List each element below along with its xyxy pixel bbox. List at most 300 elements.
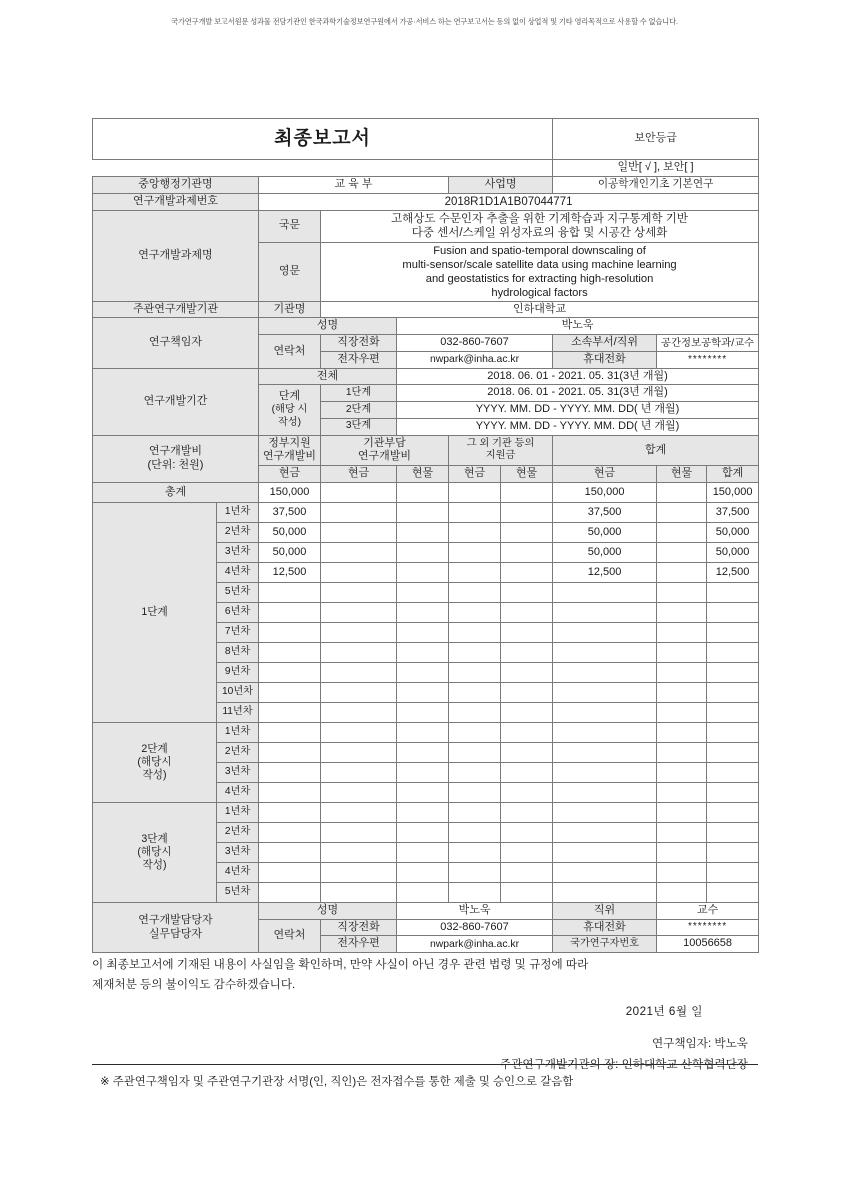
pi-office-phone-value: 032-860-7607 xyxy=(397,335,553,352)
budget-cell-tot-cash xyxy=(553,762,657,782)
budget-cell-other-inkind xyxy=(501,762,553,782)
budget-cell-tot-inkind xyxy=(657,742,707,762)
budget-cell-tot-inkind xyxy=(657,682,707,702)
budget-other-label-line2: 지원금 xyxy=(485,450,516,462)
budget-inst-inkind-label: 현물 xyxy=(397,466,449,483)
pi-name-label: 성명 xyxy=(259,318,397,335)
budget-cell-inst-inkind xyxy=(397,822,449,842)
budget-cell-tot-inkind xyxy=(657,642,707,662)
budget-cell-inst-cash xyxy=(321,542,397,562)
budget-cell-gov-cash xyxy=(259,702,321,722)
budget-cell-tot-sum xyxy=(707,602,759,622)
cell-inst-cash xyxy=(321,482,397,502)
budget-cell-inst-cash xyxy=(321,602,397,622)
budget-total-inkind-label: 현물 xyxy=(657,466,707,483)
budget-cell-other-cash xyxy=(449,562,501,582)
budget-cell-tot-inkind xyxy=(657,502,707,522)
budget-cell-inst-cash xyxy=(321,742,397,762)
declaration-line1: 이 최종보고서에 기재된 내용이 사실임을 확인하며, 만약 사실이 아닌 경우 관련 법령 및 규정에 따라 xyxy=(92,958,589,971)
budget-row xyxy=(93,502,759,522)
budget-cell-other-cash xyxy=(449,542,501,562)
budget-cell-other-inkind xyxy=(501,682,553,702)
budget-cell-other-inkind xyxy=(501,862,553,882)
budget-cell-gov-cash: 12,500 xyxy=(259,562,321,582)
budget-cell-inst-cash xyxy=(321,682,397,702)
budget-stage-label-line: (해당시 xyxy=(137,755,172,768)
signature-block xyxy=(92,1034,758,1076)
budget-cell-other-inkind xyxy=(501,662,553,682)
budget-cell-tot-inkind xyxy=(657,582,707,602)
security-grade-value: 일반[ √ ], 보안[ ] xyxy=(553,160,759,177)
budget-cell-tot-cash xyxy=(553,862,657,882)
budget-cell-inst-inkind xyxy=(397,582,449,602)
budget-gov-label-line2: 연구개발비 xyxy=(262,450,317,463)
korean-title xyxy=(321,210,759,242)
budget-cell-tot-inkind xyxy=(657,702,707,722)
budget-cell-tot-inkind xyxy=(657,622,707,642)
budget-year-label: 6년차 xyxy=(217,602,259,622)
budget-cell-gov-cash xyxy=(259,742,321,762)
budget-year-label: 4년차 xyxy=(217,862,259,882)
budget-cell-inst-cash xyxy=(321,842,397,862)
budget-cell-other-inkind xyxy=(501,562,553,582)
budget-cell-other-cash xyxy=(449,582,501,602)
manager-mobile-label: 휴대전화 xyxy=(553,919,657,936)
budget-cell-tot-inkind xyxy=(657,762,707,782)
budget-stage-label-line: 2단계 xyxy=(141,742,168,755)
budget-grand-total-label: 총계 xyxy=(93,482,259,502)
budget-gov-cash-label: 현금 xyxy=(259,466,321,483)
budget-cell-gov-cash xyxy=(259,882,321,902)
budget-cell-tot-inkind xyxy=(657,662,707,682)
budget-cell-tot-sum xyxy=(707,782,759,802)
budget-stage-label-line: (해당시 xyxy=(137,845,172,858)
budget-cell-gov-cash xyxy=(259,662,321,682)
budget-year-label: 1년차 xyxy=(217,722,259,742)
budget-stage-label-2 xyxy=(93,722,217,802)
program-label: 사업명 xyxy=(449,176,553,193)
budget-cell-tot-inkind xyxy=(657,842,707,862)
pi-label: 연구책임자 xyxy=(93,318,259,368)
budget-cell-tot-cash xyxy=(553,582,657,602)
english-title-line3: and geostatistics for extracting high-resolution xyxy=(425,272,654,285)
manager-position-label: 직위 xyxy=(553,902,657,919)
budget-label-line2: (단위: 천원) xyxy=(147,458,204,471)
budget-inst-label-line1: 기관부담 xyxy=(363,436,406,449)
budget-cell-tot-cash xyxy=(553,622,657,642)
english-title-line1: Fusion and spatio-temporal downscaling of xyxy=(433,244,646,257)
budget-cell-tot-cash xyxy=(553,742,657,762)
cell-other-inkind xyxy=(501,482,553,502)
budget-cell-inst-cash xyxy=(321,782,397,802)
agency-row xyxy=(93,176,759,193)
budget-stage-label-line: 작성) xyxy=(142,768,167,781)
signature-institution-head: 주관연구개발기관의 장: 인하대학교 산학협력단장 xyxy=(499,1057,748,1071)
budget-cell-other-inkind xyxy=(501,602,553,622)
project-number-label: 연구개발과제번호 xyxy=(93,193,259,210)
budget-stage-label-line: 1단계 xyxy=(141,605,168,618)
period-stage1-label: 1단계 xyxy=(321,385,397,402)
budget-stage-label-1 xyxy=(93,502,217,722)
budget-stage-label-line: 3단계 xyxy=(141,832,168,845)
korean-title-line1: 고해상도 수문인자 추출을 위한 기계학습과 지구통계학 기반 xyxy=(391,212,688,225)
budget-cell-other-cash xyxy=(449,642,501,662)
english-label: 영문 xyxy=(259,242,321,301)
manager-label-line2: 실무담당자 xyxy=(148,927,203,940)
budget-row xyxy=(93,802,759,822)
budget-cell-other-cash xyxy=(449,622,501,642)
manager-email-value: nwpark@inha.ac.kr xyxy=(397,936,553,953)
budget-cell-other-inkind xyxy=(501,742,553,762)
budget-cell-inst-inkind xyxy=(397,742,449,762)
period-stage-label xyxy=(259,385,321,435)
budget-total-cash-label: 현금 xyxy=(553,466,657,483)
budget-cell-tot-inkind xyxy=(657,562,707,582)
budget-row xyxy=(93,722,759,742)
budget-cell-tot-cash xyxy=(553,662,657,682)
budget-year-label: 4년차 xyxy=(217,782,259,802)
footer-note: ※ 주관연구책임자 및 주관연구기관장 서명(인, 직인)은 전자접수를 통한 제출 및 승인으로 갈음함 xyxy=(100,1076,574,1088)
budget-cell-tot-sum xyxy=(707,622,759,642)
budget-label-line1: 연구개발비 xyxy=(148,445,203,457)
budget-other-label xyxy=(449,435,553,466)
manager-name-value: 박노욱 xyxy=(397,902,553,919)
budget-cell-gov-cash xyxy=(259,782,321,802)
budget-cell-inst-inkind xyxy=(397,502,449,522)
host-institution-row xyxy=(93,301,759,318)
budget-cell-gov-cash xyxy=(259,862,321,882)
budget-cell-tot-sum: 37,500 xyxy=(707,502,759,522)
pi-contact-label: 연락처 xyxy=(259,335,321,369)
budget-cell-inst-cash xyxy=(321,582,397,602)
english-title-line2: multi-sensor/scale satellite data using machine learning xyxy=(402,258,677,271)
cell-other-cash xyxy=(449,482,501,502)
budget-cell-inst-inkind xyxy=(397,642,449,662)
budget-cell-other-cash xyxy=(449,502,501,522)
budget-cell-other-inkind xyxy=(501,542,553,562)
budget-cell-tot-cash xyxy=(553,802,657,822)
budget-cell-tot-inkind xyxy=(657,782,707,802)
budget-year-label: 3년차 xyxy=(217,842,259,862)
budget-year-label: 3년차 xyxy=(217,542,259,562)
budget-cell-other-cash xyxy=(449,742,501,762)
budget-year-label: 2년차 xyxy=(217,522,259,542)
budget-year-label: 11년차 xyxy=(217,702,259,722)
budget-cell-tot-cash: 37,500 xyxy=(553,502,657,522)
budget-cell-gov-cash xyxy=(259,642,321,662)
budget-cell-gov-cash: 50,000 xyxy=(259,542,321,562)
project-number-row xyxy=(93,193,759,210)
budget-inst-cash-label: 현금 xyxy=(321,466,397,483)
budget-cell-tot-sum xyxy=(707,662,759,682)
budget-cell-inst-cash xyxy=(321,762,397,782)
period-label: 연구개발기간 xyxy=(93,368,259,435)
manager-contact-label: 연락처 xyxy=(259,919,321,953)
budget-cell-inst-inkind xyxy=(397,762,449,782)
budget-cell-inst-inkind xyxy=(397,602,449,622)
budget-grand-total-row xyxy=(93,482,759,502)
budget-cell-inst-cash xyxy=(321,502,397,522)
budget-cell-other-cash xyxy=(449,722,501,742)
budget-gov-label xyxy=(259,435,321,466)
period-stage1-value: 2018. 06. 01 - 2021. 05. 31(3년 개월) xyxy=(397,385,759,402)
budget-stage-label-line: 작성) xyxy=(142,858,167,871)
english-title-line4: hydrological factors xyxy=(491,286,588,299)
korean-label: 국문 xyxy=(259,210,321,242)
security-value-row xyxy=(93,160,759,177)
declaration-line2: 제재처분 등의 불이익도 감수하겠습니다. xyxy=(92,978,296,992)
project-title-korean-row xyxy=(93,210,759,242)
cell-total-inkind xyxy=(657,482,707,502)
budget-cell-other-inkind xyxy=(501,842,553,862)
budget-cell-other-inkind xyxy=(501,702,553,722)
budget-cell-inst-inkind xyxy=(397,842,449,862)
budget-cell-inst-inkind xyxy=(397,882,449,902)
budget-cell-tot-inkind xyxy=(657,522,707,542)
budget-cell-other-cash xyxy=(449,522,501,542)
budget-year-label: 3년차 xyxy=(217,762,259,782)
budget-other-inkind-label: 현물 xyxy=(501,466,553,483)
budget-cell-other-cash xyxy=(449,602,501,622)
budget-cell-tot-cash xyxy=(553,722,657,742)
budget-cell-other-inkind xyxy=(501,802,553,822)
budget-other-cash-label: 현금 xyxy=(449,466,501,483)
budget-cell-tot-cash xyxy=(553,882,657,902)
budget-cell-other-cash xyxy=(449,822,501,842)
budget-cell-other-inkind xyxy=(501,622,553,642)
budget-cell-inst-inkind xyxy=(397,522,449,542)
budget-cell-tot-cash: 50,000 xyxy=(553,522,657,542)
budget-cell-tot-inkind xyxy=(657,722,707,742)
budget-total-sum-label: 합계 xyxy=(707,466,759,483)
cell-total-cash: 150,000 xyxy=(553,482,657,502)
pi-mobile-label: 휴대전화 xyxy=(553,351,657,368)
budget-cell-other-inkind xyxy=(501,882,553,902)
declaration-block xyxy=(92,955,758,1076)
budget-cell-other-inkind xyxy=(501,522,553,542)
budget-cell-inst-cash xyxy=(321,622,397,642)
manager-name-row xyxy=(93,902,759,919)
period-stage-label-sub: (해당 시 작성) xyxy=(271,404,308,428)
budget-cell-tot-sum xyxy=(707,802,759,822)
host-institution-sub-label: 기관명 xyxy=(259,301,321,318)
title-spacer xyxy=(93,160,553,177)
manager-label xyxy=(93,902,259,952)
budget-cell-tot-cash xyxy=(553,822,657,842)
budget-year-label: 2년차 xyxy=(217,822,259,842)
budget-year-label: 2년차 xyxy=(217,742,259,762)
budget-cell-tot-cash: 12,500 xyxy=(553,562,657,582)
budget-cell-other-inkind xyxy=(501,822,553,842)
budget-cell-inst-cash xyxy=(321,562,397,582)
budget-year-label: 1년차 xyxy=(217,502,259,522)
budget-cell-tot-sum xyxy=(707,642,759,662)
period-stage3-label: 3단계 xyxy=(321,418,397,435)
budget-year-label: 5년차 xyxy=(217,582,259,602)
report-cover-table-wrapper xyxy=(92,118,758,953)
budget-year-label: 1년차 xyxy=(217,802,259,822)
manager-researcher-no-value: 10056658 xyxy=(657,936,759,953)
budget-cell-other-cash xyxy=(449,862,501,882)
cell-gov-cash: 150,000 xyxy=(259,482,321,502)
budget-cell-other-cash xyxy=(449,662,501,682)
budget-cell-inst-inkind xyxy=(397,562,449,582)
period-stage2-label: 2단계 xyxy=(321,402,397,419)
budget-cell-other-inkind xyxy=(501,582,553,602)
manager-mobile-value: ******** xyxy=(657,919,759,936)
budget-cell-other-inkind xyxy=(501,502,553,522)
budget-year-label: 5년차 xyxy=(217,882,259,902)
budget-cell-gov-cash xyxy=(259,822,321,842)
budget-cell-tot-sum xyxy=(707,702,759,722)
signature-pi: 연구책임자: 박노욱 xyxy=(651,1036,748,1050)
budget-cell-tot-sum xyxy=(707,822,759,842)
host-institution-value: 인하대학교 xyxy=(321,301,759,318)
manager-label-line1: 연구개발담당자 xyxy=(138,913,213,926)
budget-cell-tot-cash xyxy=(553,782,657,802)
budget-gov-label-line1: 정부지원 xyxy=(268,436,311,449)
budget-cell-inst-inkind xyxy=(397,722,449,742)
budget-cell-gov-cash xyxy=(259,602,321,622)
budget-cell-tot-sum xyxy=(707,742,759,762)
budget-cell-inst-cash xyxy=(321,522,397,542)
pi-office-phone-label: 직장전화 xyxy=(321,335,397,352)
budget-cell-tot-inkind xyxy=(657,882,707,902)
budget-cell-gov-cash: 50,000 xyxy=(259,522,321,542)
budget-cell-other-cash xyxy=(449,782,501,802)
period-total-row xyxy=(93,368,759,385)
cell-inst-inkind xyxy=(397,482,449,502)
budget-label xyxy=(93,435,259,482)
budget-cell-inst-cash xyxy=(321,882,397,902)
budget-cell-tot-cash: 50,000 xyxy=(553,542,657,562)
budget-cell-gov-cash xyxy=(259,682,321,702)
budget-cell-other-cash xyxy=(449,802,501,822)
budget-cell-inst-inkind xyxy=(397,662,449,682)
budget-cell-inst-cash xyxy=(321,822,397,842)
budget-cell-tot-sum xyxy=(707,722,759,742)
budget-cell-tot-cash xyxy=(553,702,657,722)
project-title-label: 연구개발과제명 xyxy=(93,210,259,301)
host-institution-label: 주관연구개발기관 xyxy=(93,301,259,318)
budget-cell-tot-sum xyxy=(707,842,759,862)
budget-cell-gov-cash xyxy=(259,762,321,782)
budget-cell-other-cash xyxy=(449,682,501,702)
budget-cell-other-cash xyxy=(449,762,501,782)
manager-name-label: 성명 xyxy=(259,902,397,919)
pi-email-label: 전자우편 xyxy=(321,351,397,368)
budget-cell-inst-cash xyxy=(321,642,397,662)
security-grade-label: 보안등급 xyxy=(553,119,759,160)
pi-email-value: nwpark@inha.ac.kr xyxy=(397,351,553,368)
budget-year-label: 7년차 xyxy=(217,622,259,642)
budget-inst-label-line2: 연구개발비 xyxy=(357,450,412,463)
budget-cell-other-cash xyxy=(449,702,501,722)
budget-cell-other-inkind xyxy=(501,722,553,742)
budget-cell-tot-sum xyxy=(707,682,759,702)
manager-position-value: 교수 xyxy=(657,902,759,919)
budget-rows-body xyxy=(93,502,759,902)
budget-cell-gov-cash xyxy=(259,582,321,602)
budget-cell-gov-cash: 37,500 xyxy=(259,502,321,522)
budget-cell-other-cash xyxy=(449,882,501,902)
budget-cell-tot-inkind xyxy=(657,862,707,882)
copyright-notice: 국가연구개발 보고서원문 성과물 전담기관인 한국과학기술정보연구원에서 가공·서비스 하는 연구보고서는 동의 없이 상업적 및 기타 영리목적으로 사용할 수 없습니다. xyxy=(171,17,678,26)
budget-total-label: 합계 xyxy=(553,435,759,466)
project-number-value: 2018R1D1A1B07044771 xyxy=(259,193,759,210)
cell-total-sum: 150,000 xyxy=(707,482,759,502)
manager-email-label: 전자우편 xyxy=(321,936,397,953)
english-title xyxy=(321,242,759,301)
budget-stage-label-3 xyxy=(93,802,217,902)
budget-year-label: 8년차 xyxy=(217,642,259,662)
budget-cell-tot-cash xyxy=(553,642,657,662)
budget-cell-other-inkind xyxy=(501,642,553,662)
budget-cell-inst-inkind xyxy=(397,782,449,802)
agency-value: 교 육 부 xyxy=(259,176,449,193)
program-value: 이공학개인기초 기본연구 xyxy=(553,176,759,193)
pi-dept-label: 소속부서/직위 xyxy=(553,335,657,352)
budget-cell-tot-sum xyxy=(707,762,759,782)
budget-cell-inst-cash xyxy=(321,702,397,722)
budget-year-label: 4년차 xyxy=(217,562,259,582)
budget-cell-tot-sum xyxy=(707,882,759,902)
budget-inst-label xyxy=(321,435,449,466)
budget-cell-inst-inkind xyxy=(397,802,449,822)
budget-cell-tot-cash xyxy=(553,682,657,702)
budget-year-label: 10년차 xyxy=(217,682,259,702)
budget-cell-tot-sum: 50,000 xyxy=(707,542,759,562)
budget-cell-gov-cash xyxy=(259,842,321,862)
period-total-label: 전체 xyxy=(259,368,397,385)
budget-cell-inst-inkind xyxy=(397,542,449,562)
budget-cell-tot-cash xyxy=(553,602,657,622)
korean-title-line2: 다중 센서/스케일 위성자료의 융합 및 시공간 상세화 xyxy=(411,227,668,240)
pi-name-row xyxy=(93,318,759,335)
budget-cell-tot-sum xyxy=(707,862,759,882)
manager-office-phone-value: 032-860-7607 xyxy=(397,919,553,936)
budget-cell-inst-cash xyxy=(321,862,397,882)
budget-cell-tot-sum xyxy=(707,582,759,602)
report-cover-table xyxy=(92,118,759,953)
budget-cell-tot-sum: 12,500 xyxy=(707,562,759,582)
budget-cell-inst-cash xyxy=(321,802,397,822)
budget-cell-tot-inkind xyxy=(657,602,707,622)
agency-label: 중앙행정기관명 xyxy=(93,176,259,193)
budget-cell-inst-cash xyxy=(321,722,397,742)
budget-year-label: 9년차 xyxy=(217,662,259,682)
pi-mobile-value: ******** xyxy=(657,351,759,368)
budget-cell-other-cash xyxy=(449,842,501,862)
budget-cell-gov-cash xyxy=(259,722,321,742)
budget-cell-gov-cash xyxy=(259,802,321,822)
footer-divider xyxy=(92,1064,758,1065)
pi-name-value: 박노욱 xyxy=(397,318,759,335)
manager-office-phone-label: 직장전화 xyxy=(321,919,397,936)
budget-cell-inst-inkind xyxy=(397,622,449,642)
period-stage-label-main: 단계 xyxy=(278,390,301,403)
budget-cell-tot-cash xyxy=(553,842,657,862)
budget-cell-inst-inkind xyxy=(397,682,449,702)
budget-cell-gov-cash xyxy=(259,622,321,642)
page-title: 최종보고서 xyxy=(93,119,553,160)
budget-cell-inst-cash xyxy=(321,662,397,682)
period-stage3-value: YYYY. MM. DD - YYYY. MM. DD( 년 개월) xyxy=(397,418,759,435)
declaration-date: 2021년 6월 일 xyxy=(625,1004,703,1018)
budget-cell-tot-sum: 50,000 xyxy=(707,522,759,542)
budget-other-label-line1: 그 외 기관 등의 xyxy=(466,437,535,449)
period-stage2-value: YYYY. MM. DD - YYYY. MM. DD( 년 개월) xyxy=(397,402,759,419)
